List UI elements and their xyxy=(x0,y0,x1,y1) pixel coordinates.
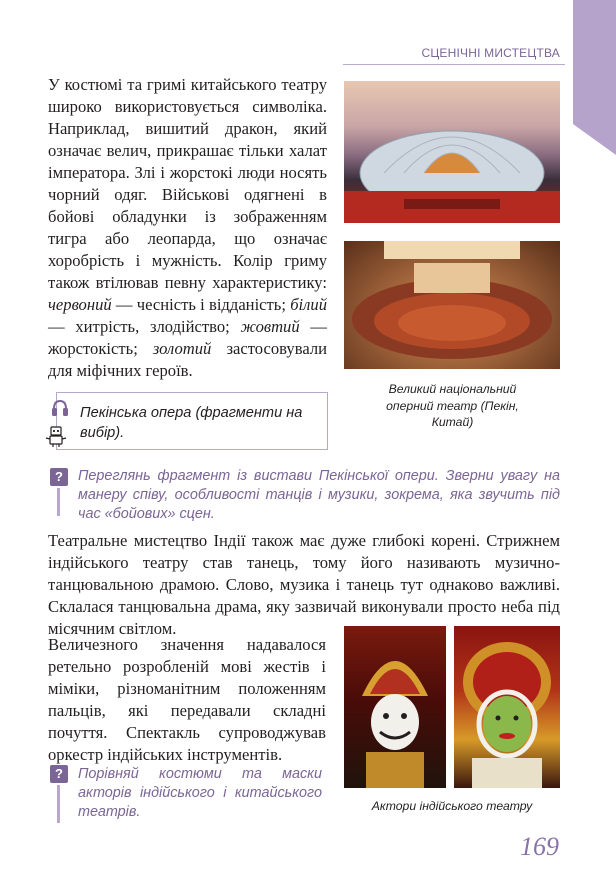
indian-actors-caption: Актори індійського театру xyxy=(371,799,533,813)
indian-actor-photo-1 xyxy=(344,626,446,788)
paragraph-indian-theatre: Театральне мистецтво Індії також має дуже глибокі корені. Стрижнем індійського театру став танець, тому його називають музично-танцювальною драмою. Слово, музика і танець тут однаково важливі. Склалася танцювальна драма, яку зазвичай виконували просто неба під місячним світлом. xyxy=(48,531,560,638)
chapter-corner-tab xyxy=(573,0,616,155)
question-bar xyxy=(57,785,60,823)
header-divider xyxy=(343,64,565,65)
listening-text: Пекінська опера (фрагменти на вибір). xyxy=(80,405,303,441)
term-white: білий xyxy=(290,295,327,314)
question-bar xyxy=(57,488,60,516)
question-watch-opera: Переглянь фрагмент із вистави Пекінської опери. Зверни увагу на манеру співу, особливості танців і музики, зокрема, яка звучить під час «бойових» сцен. xyxy=(78,468,560,522)
term-yellow: жовтий xyxy=(240,317,300,336)
opera-house-photo xyxy=(344,81,560,223)
headphones-icon xyxy=(51,398,69,418)
opera-house-caption: Великий національний оперний театр (Пекін, Китай) xyxy=(386,382,519,429)
question-icon: ? xyxy=(50,765,68,783)
indian-actor-photo-2 xyxy=(454,626,560,788)
concert-hall-photo xyxy=(344,241,560,369)
question-compare-costumes: Порівняй костюми та маски акторів індійського і китайського театрів. xyxy=(78,766,322,820)
section-title: СЦЕНІЧНІ МИСТЕЦТВА xyxy=(421,46,560,60)
paragraph-gestures: Величезного значення надавалося ретельно розробленій мові жестів і міміки, різноманітним положенням пальців, які передавали складні почуття. Спектакль супроводжував оркестр індійських інструментів. xyxy=(48,635,326,764)
question-icon: ? xyxy=(50,468,68,486)
paragraph-chinese-costume: У костюмі та гримі китайського театру широко використовується символіка. Наприклад, вишитий дракон, який означає велич, прикрашає тільки халат імператора. Злі і жорстокі люди носять чорний одяг. Військові одягнені в бойові обладунки із зображенням тигра або леопарда, що означає хоробрість і мужність. Колір гриму також втілював певну характеристику: червоний — чесність і відданість; білий — хитрість, злодійство; жовтий — жорстокість; золотий застосовували для міфічних героїв. xyxy=(48,75,327,380)
video-icon xyxy=(44,424,68,448)
term-red: червоний xyxy=(48,295,112,314)
term-golden: золотий xyxy=(152,339,212,358)
page-number: 169 xyxy=(520,832,559,861)
